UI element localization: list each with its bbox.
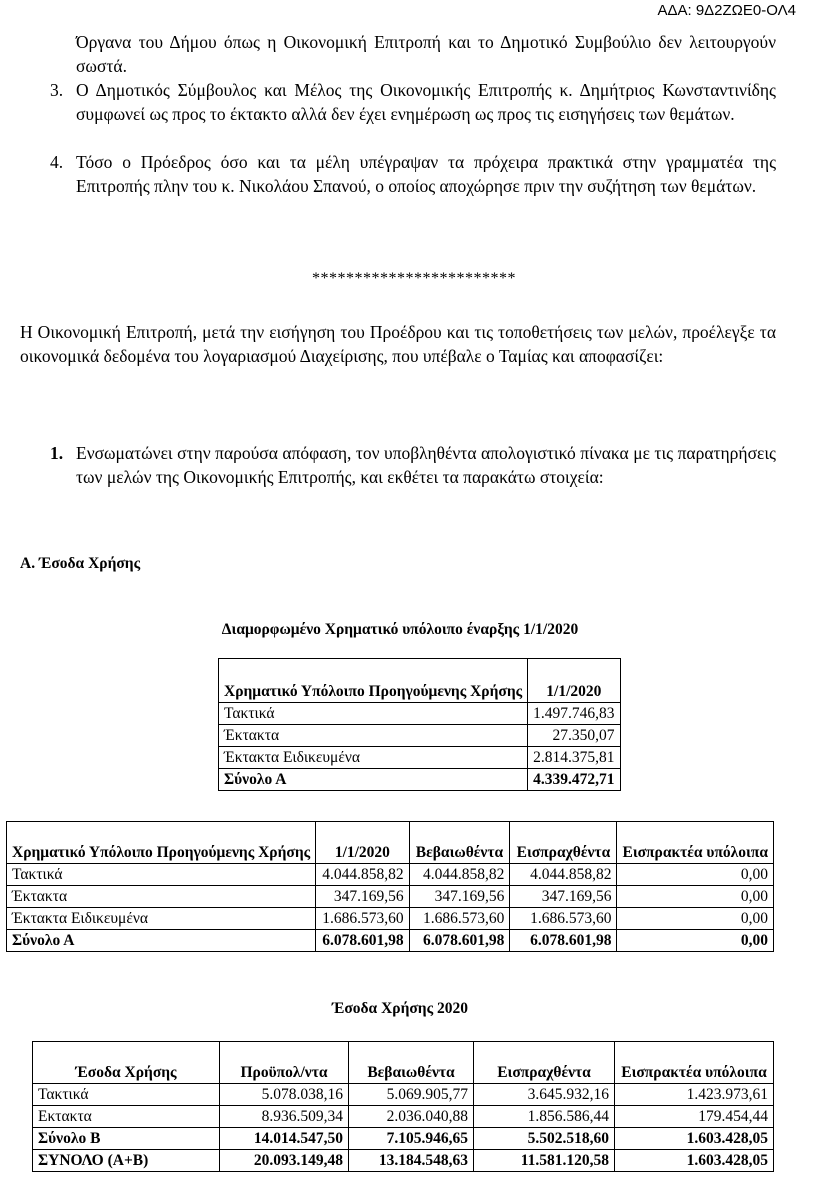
table-row: Έκτακτα Ειδικευμένα 2.814.375,81: [219, 747, 621, 769]
total-row: Σύνολο Α 4.339.472,71: [219, 769, 621, 791]
decision-paragraph: Η Οικονομική Επιτροπή, μετά την εισήγηση του Προέδρου και τις τοποθετήσεις των μελών, προέλεγξε τα οικονομικά δεδομένα του λογαριασμού Διαχείρισης, που υπέβαλε ο Ταμίας και αποφασίζει:: [20, 322, 776, 366]
column-header: Έσοδα Χρήσης: [33, 1042, 220, 1084]
column-header: Χρηματικό Υπόλοιπο Προηγούμενης Χρήσης: [7, 822, 316, 864]
section-heading: Α. Έσοδα Χρήσης: [20, 555, 141, 572]
list-number: 4.: [50, 152, 64, 172]
table-row: Έκτακτα 27.350,07: [219, 725, 621, 747]
column-header: Βεβαιωθέντα: [349, 1042, 474, 1084]
column-header: 1/1/2020: [528, 659, 620, 703]
opening-balance-table: [218, 658, 621, 791]
column-header: Βεβαιωθέντα: [409, 822, 510, 864]
total-row: Σύνολο Α 6.078.601,98 6.078.601,98 6.078.601,98 0,00: [7, 930, 774, 952]
grand-total-row: ΣΥΝΟΛΟ (Α+Β) 20.093.149,48 13.184.548,63 11.581.120,58 1.603.428,05: [33, 1150, 774, 1172]
decision-text: Ενσωματώνει στην παρούσα απόφαση, τον υποβληθέντα απολογιστικό πίνακα με τις παρατηρήσεις των μελών της Οικονομικής Επιτροπής, και εκθέτει τα παρακάτω στοιχεία:: [76, 443, 776, 487]
table-row: Έκτακτα Ειδικευμένα 1.686.573,60 1.686.573,60 1.686.573,60 0,00: [7, 908, 774, 930]
ada-code: ΑΔΑ: 9Δ2ΖΩΕ0-ΟΛ4: [657, 2, 796, 19]
column-header: Χρηματικό Υπόλοιπο Προηγούμενης Χρήσης: [219, 659, 528, 703]
table-row: Τακτικά 5.078.038,16 5.069.905,77 3.645.932,16 1.423.973,61: [33, 1084, 774, 1106]
list-text: Ο Δημοτικός Σύμβουλος και Μέλος της Οικονομικής Επιτροπής κ. Δημήτριος Κωνσταντινίδης συμφωνεί ως προς το έκτακτο αλλά δεν έχει ενημέρωση ως προς τις εισηγήσεις των θεμάτων.: [76, 80, 776, 124]
list-item: [50, 150, 776, 198]
revenue-table: [32, 1041, 774, 1172]
column-header: Εισπραχθέντα: [474, 1042, 615, 1084]
table-row: Εκτακτα 8.936.509,34 2.036.040,88 1.856.586,44 179.454,44: [33, 1106, 774, 1128]
total-row: Σύνολο Β 14.014.547,50 7.105.946,65 5.502.518,60 1.603.428,05: [33, 1128, 774, 1150]
table-row: Τακτικά 4.044.858,82 4.044.858,82 4.044.858,82 0,00: [7, 864, 774, 886]
previous-balance-table: [6, 821, 774, 952]
column-header: Εισπραχθέντα: [510, 822, 617, 864]
table-caption: Διαμορφωμένο Χρηματικό υπόλοιπο έναρξης 1/1/2020: [221, 621, 579, 638]
list-item: [50, 78, 776, 126]
table-row: Έκτακτα 347.169,56 347.169,56 347.169,56 0,00: [7, 886, 774, 908]
table-row: Τακτικά 1.497.746,83: [219, 703, 621, 725]
column-header: Εισπρακτέα υπόλοιπα: [615, 1042, 774, 1084]
decision-number: 1.: [50, 443, 64, 463]
separator: ************************: [312, 270, 516, 287]
continuation-text: Όργανα του Δήμου όπως η Οικονομική Επιτροπή και το Δημοτικό Συμβούλιο δεν λειτουργούν σωστά.: [76, 32, 776, 76]
list-text: Τόσο ο Πρόεδρος όσο και τα μέλη υπέγραψαν τα πρόχειρα πρακτικά στην γραμματέα της Επιτροπής πλην του κ. Νικολάου Σπανού, ο οποίος αποχώρησε πριν την συζήτηση των θεμάτων.: [76, 152, 776, 196]
list-number: 3.: [50, 80, 64, 100]
table-caption: Έσοδα Χρήσης 2020: [331, 1000, 469, 1017]
column-header: Εισπρακτέα υπόλοιπα: [617, 822, 774, 864]
column-header: Προϋπολ/ντα: [220, 1042, 349, 1084]
column-header: 1/1/2020: [316, 822, 409, 864]
decision-item: [50, 441, 776, 489]
